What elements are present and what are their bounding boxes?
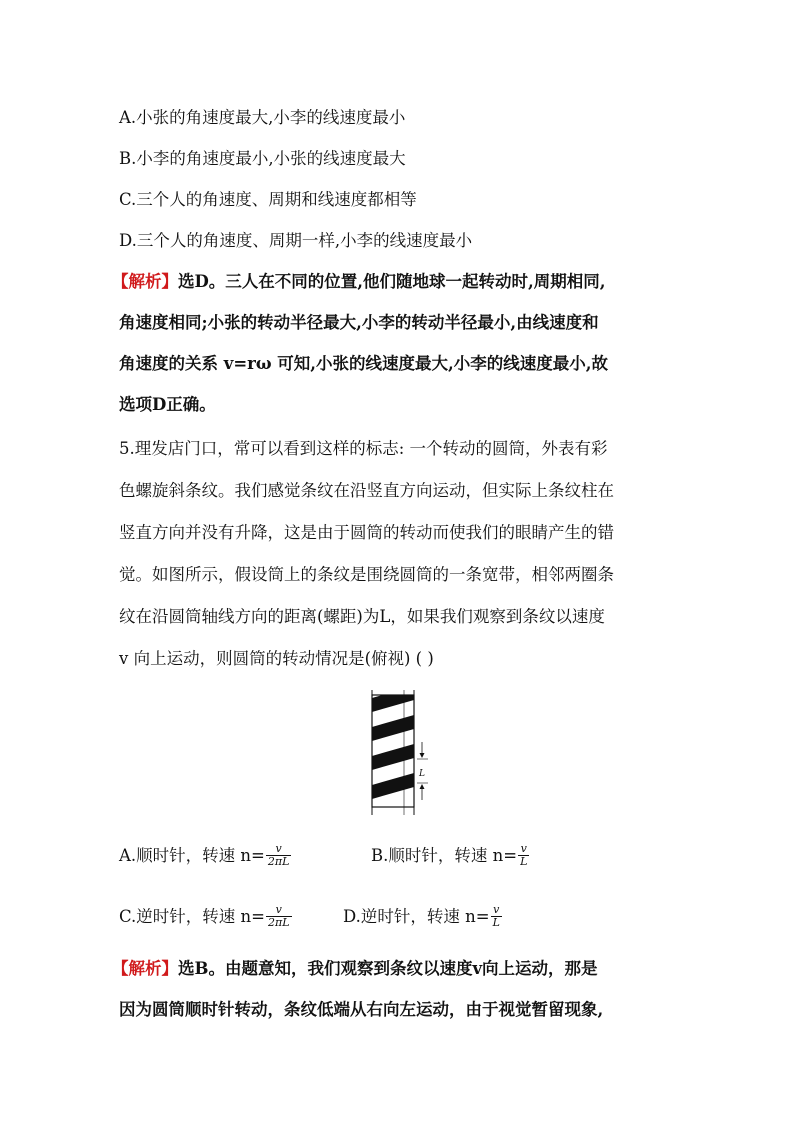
striped-cylinder-figure [360, 690, 440, 815]
option-a-q4: A.小张的角速度最大,小李的线速度最小 [119, 108, 406, 127]
question-5-line-4: 觉。如图所示，假设筒上的条纹是围绕圆筒的一条宽带，相邻两圈条 [119, 565, 614, 584]
fraction: $\frac{v}{L}$ [492, 903, 500, 929]
analysis-tag: 【解析】 [112, 959, 178, 978]
option-c-q5: C.逆时针，转速 n= $\frac{v}{2\pi L}$ [119, 903, 290, 929]
option-b-q4: B.小李的角速度最小,小张的线速度最大 [119, 149, 406, 168]
question-5-line-2: 色螺旋斜条纹。我们感觉条纹在沿竖直方向运动，但实际上条纹柱在 [119, 481, 614, 500]
analysis-q5-line-2: 因为圆筒顺时针转动，条纹低端从右向左运动，由于视觉暂留现象, [119, 1000, 604, 1019]
fraction: $\frac{v}{2\pi L}$ [267, 903, 290, 929]
analysis-q4-line-3: 角速度的关系 v=rω 可知,小张的线速度最大,小李的线速度最小,故 [119, 354, 609, 373]
arrow-up-icon [420, 784, 425, 789]
question-5-line-1: 5.理发店门口，常可以看到这样的标志: 一个转动的圆筒，外表有彩 [119, 439, 608, 458]
pitch-label: L [419, 769, 425, 779]
analysis-q5-line-1: 【解析】选B。由题意知，我们观察到条纹以速度v向上运动，那是 [112, 959, 598, 978]
option-d-q5: D.逆时针，转速 n= $\frac{v}{L}$ [343, 903, 500, 929]
fraction: $\frac{v}{L}$ [520, 842, 528, 868]
option-c-q4: C.三个人的角速度、周期和线速度都相等 [119, 190, 417, 209]
cylinder-diagram [360, 690, 440, 815]
analysis-q4-line-2: 角速度相同;小张的转动半径最大,小李的转动半径最小,由线速度和 [119, 313, 599, 332]
fraction: $\frac{v}{2\pi L}$ [267, 842, 290, 868]
question-5-line-6: v 向上运动，则圆筒的转动情况是(俯视) ( ) [119, 649, 434, 668]
analysis-tag: 【解析】 [112, 272, 178, 291]
option-b-q5: B.顺时针，转速 n= $\frac{v}{L}$ [371, 842, 528, 868]
option-a-q5: A.顺时针，转速 n= $\frac{v}{2\pi L}$ [119, 842, 290, 868]
arrow-down-icon [420, 753, 425, 758]
question-5-line-3: 竖直方向并没有升降，这是由于圆筒的转动而使我们的眼睛产生的错 [119, 523, 614, 542]
analysis-q4-line-1: 【解析】选D。三人在不同的位置,他们随地球一起转动时,周期相同, [112, 272, 606, 291]
question-5-line-5: 纹在沿圆筒轴线方向的距离(螺距)为L，如果我们观察到条纹以速度 [119, 607, 605, 626]
analysis-q4-line-4: 选项D正确。 [119, 395, 216, 414]
option-d-q4: D.三个人的角速度、周期一样,小李的线速度最小 [119, 231, 473, 250]
